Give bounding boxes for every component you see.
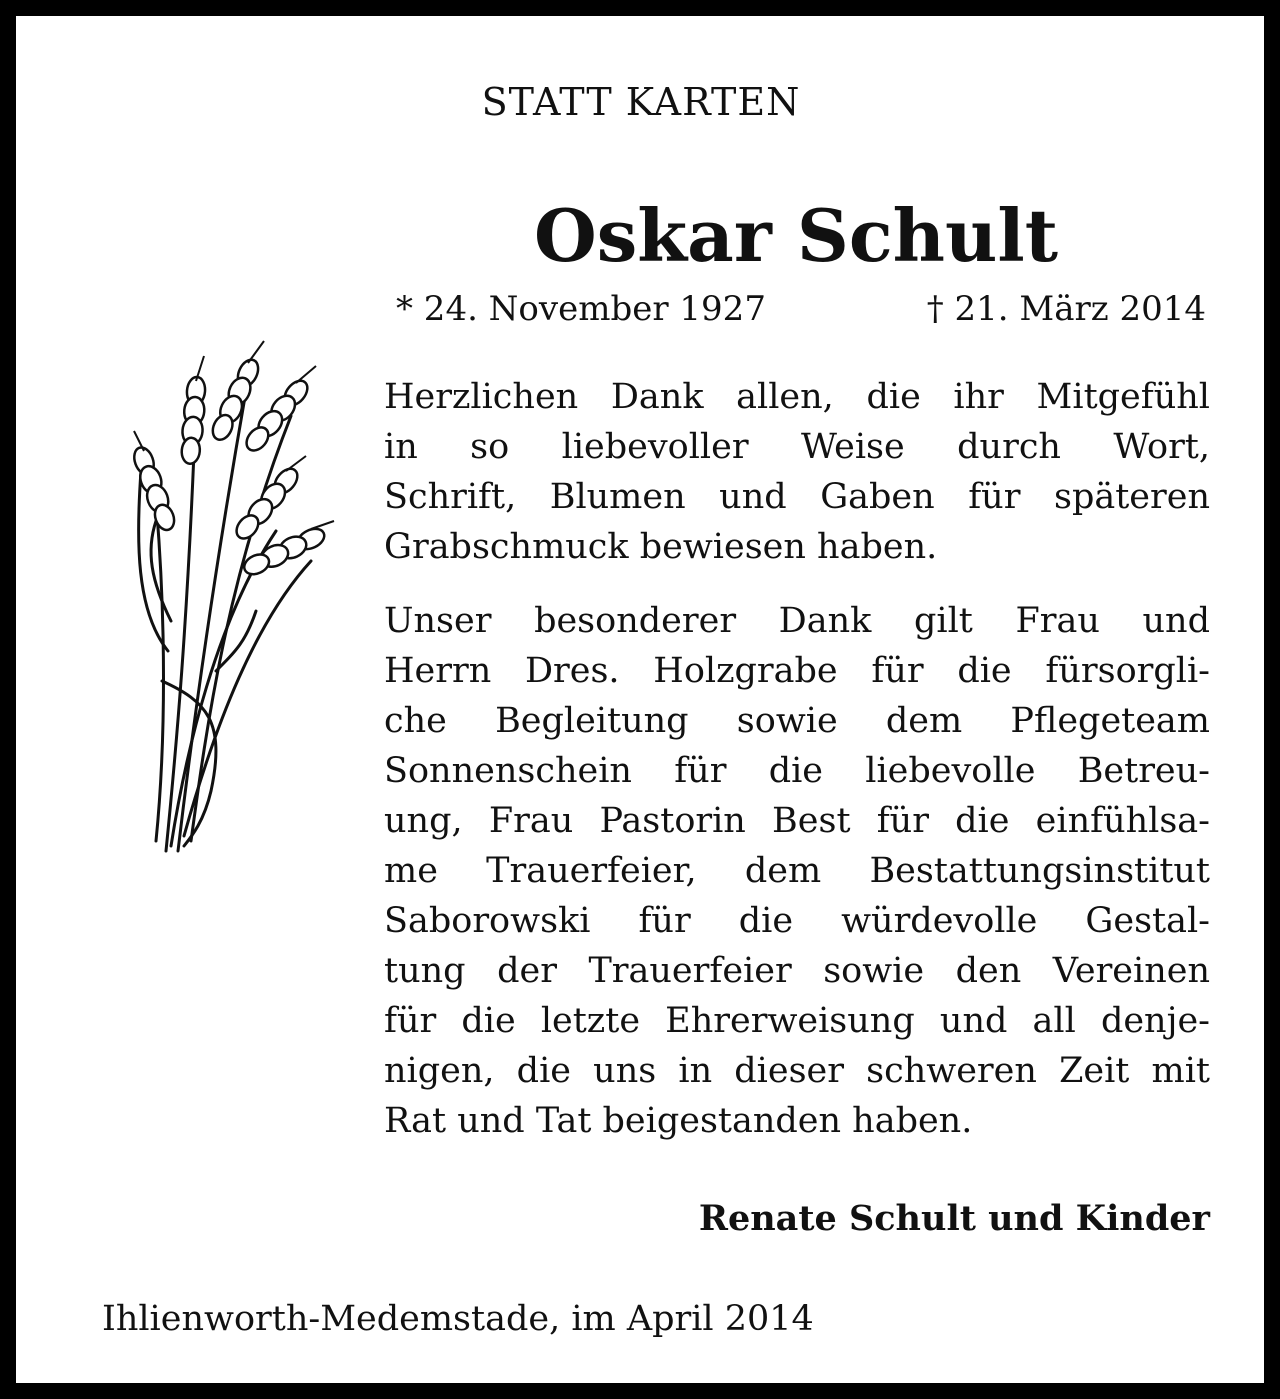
- text-line: Herrn Dres. Holzgrabe für die fürsorgli-: [384, 651, 1210, 691]
- text-line: me Trauerfeier, dem Bestattungsinstitut: [384, 851, 1210, 891]
- text-line: Sonnenschein für die liebevolle Betreu-: [384, 751, 1210, 791]
- death-date: † 21. März 2014: [926, 289, 1206, 329]
- text-line: in so liebevoller Weise durch Wort,: [384, 427, 1210, 467]
- signature: Renate Schult und Kinder: [698, 1198, 1210, 1239]
- place-and-date: Ihlienworth-Medemstade, im April 2014: [102, 1299, 814, 1339]
- text-line: Grabschmuck bewiesen haben.: [384, 527, 938, 567]
- wheat-sheaf-icon: [96, 321, 336, 861]
- text-line: Unser besonderer Dank gilt Frau und: [384, 601, 1210, 641]
- text-line: Schrift, Blumen und Gaben für späteren: [384, 477, 1210, 517]
- thank-you-text: [384, 372, 1210, 1146]
- text-line: für die letzte Ehrerweisung und all denje-: [384, 1001, 1210, 1041]
- text-line: tung der Trauerfeier sowie den Vereinen: [384, 951, 1210, 991]
- text-line: Rat und Tat beigestanden haben.: [384, 1101, 973, 1141]
- text-line: nigen, die uns in dieser schweren Zeit mit: [384, 1051, 1210, 1091]
- notice-header: STATT KARTEN: [481, 80, 801, 124]
- birth-date: * 24. November 1927: [396, 289, 766, 329]
- text-line: Saborowski für die würdevolle Gestal-: [384, 901, 1210, 941]
- paragraph-special-thanks: [384, 596, 1210, 1146]
- text-line: che Begleitung sowie dem Pflegeteam: [384, 701, 1210, 741]
- text-line: Herzlichen Dank allen, die ihr Mitgefühl: [384, 377, 1210, 417]
- deceased-name: Oskar Schult: [534, 193, 1058, 278]
- text-line: ung, Frau Pastorin Best für die einfühlsa-: [384, 801, 1210, 841]
- paragraph-thanks: [384, 372, 1210, 572]
